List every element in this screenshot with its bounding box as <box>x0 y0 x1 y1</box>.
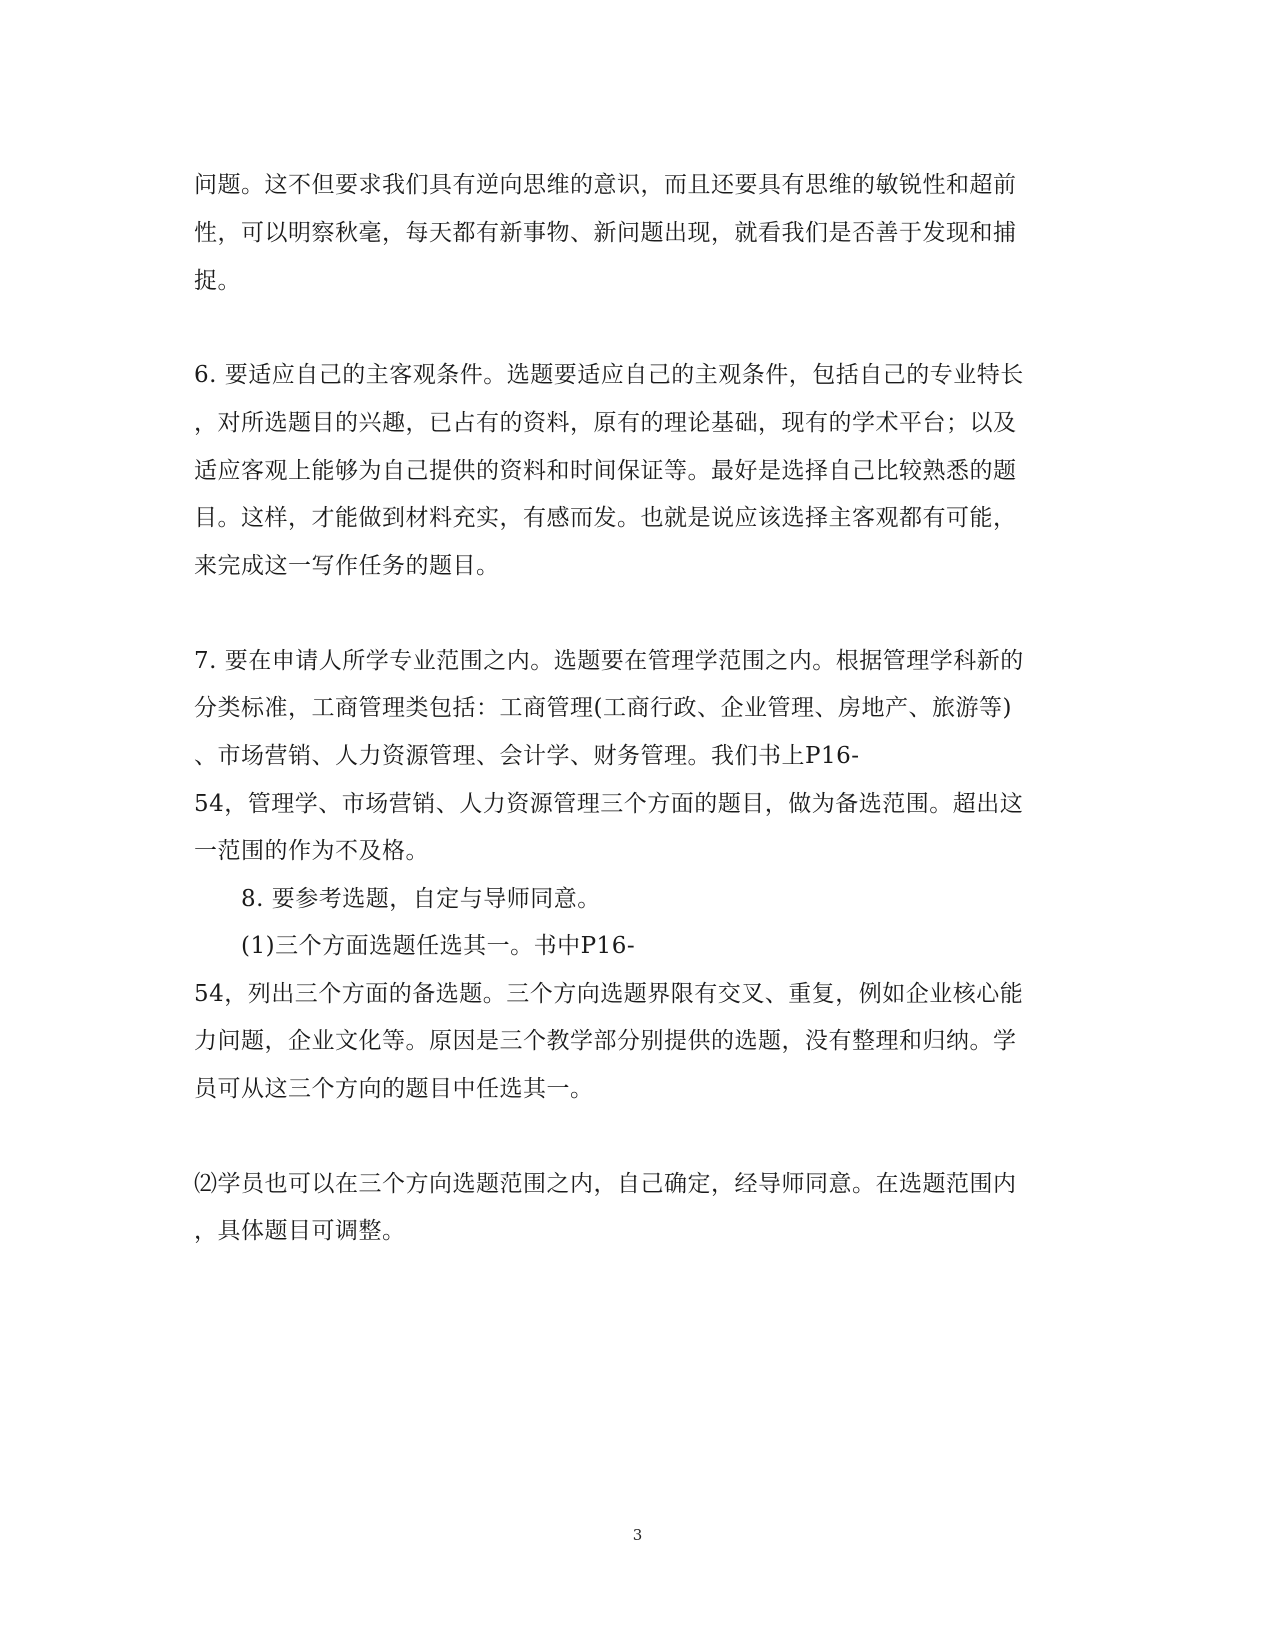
text-line: 捉。 <box>194 268 241 294</box>
text-line: 一范围的作为不及格。 <box>194 838 429 864</box>
page-number: 3 <box>632 1526 643 1544</box>
text-line: 54，列出三个方面的备选题。三个方向选题界限有交叉、重复，例如企业核心能 <box>194 981 1024 1007</box>
text-line: 54，管理学、市场营销、人力资源管理三个方面的题目，做为备选范围。超出这 <box>194 791 1024 817</box>
text-line: (1)三个方面选题任选其一。书中P16- <box>241 933 636 959</box>
text-line: 问题。这不但要求我们具有逆向思维的意识，而且还要具有思维的敏锐性和超前 <box>194 172 1017 198</box>
text-line: 6. 要适应自己的主客观条件。选题要适应自己的主观条件，包括自己的专业特长 <box>194 362 1024 388</box>
text-line: 员可从这三个方向的题目中任选其一。 <box>194 1076 594 1102</box>
text-line: 适应客观上能够为自己提供的资料和时间保证等。最好是选择自己比较熟悉的题 <box>194 458 1017 484</box>
text-line: 性，可以明察秋毫，每天都有新事物、新问题出现，就看我们是否善于发现和捕 <box>194 220 1017 246</box>
text-line: 分类标准，工商管理类包括：工商管理(工商行政、企业管理、房地产、旅游等) <box>194 695 1012 721</box>
text-line: ⑵学员也可以在三个方向选题范围之内，自己确定，经导师同意。在选题范围内 <box>194 1171 1017 1197</box>
text-line: ，具体题目可调整。 <box>194 1218 406 1244</box>
text-line: 、市场营销、人力资源管理、会计学、财务管理。我们书上P16- <box>194 743 860 769</box>
text-line: 来完成这一写作任务的题目。 <box>194 553 500 579</box>
text-line: 力问题，企业文化等。原因是三个教学部分别提供的选题，没有整理和归纳。学 <box>194 1028 1017 1054</box>
text-line: 8. 要参考选题，自定与导师同意。 <box>241 886 601 912</box>
text-line: 7. 要在申请人所学专业范围之内。选题要在管理学范围之内。根据管理学科新的 <box>194 648 1024 674</box>
text-line: ，对所选题目的兴趣，已占有的资料，原有的理论基础，现有的学术平台；以及 <box>194 410 1017 436</box>
text-line: 目。这样，才能做到材料充实，有感而发。也就是说应该选择主客观都有可能， <box>194 505 1017 531</box>
